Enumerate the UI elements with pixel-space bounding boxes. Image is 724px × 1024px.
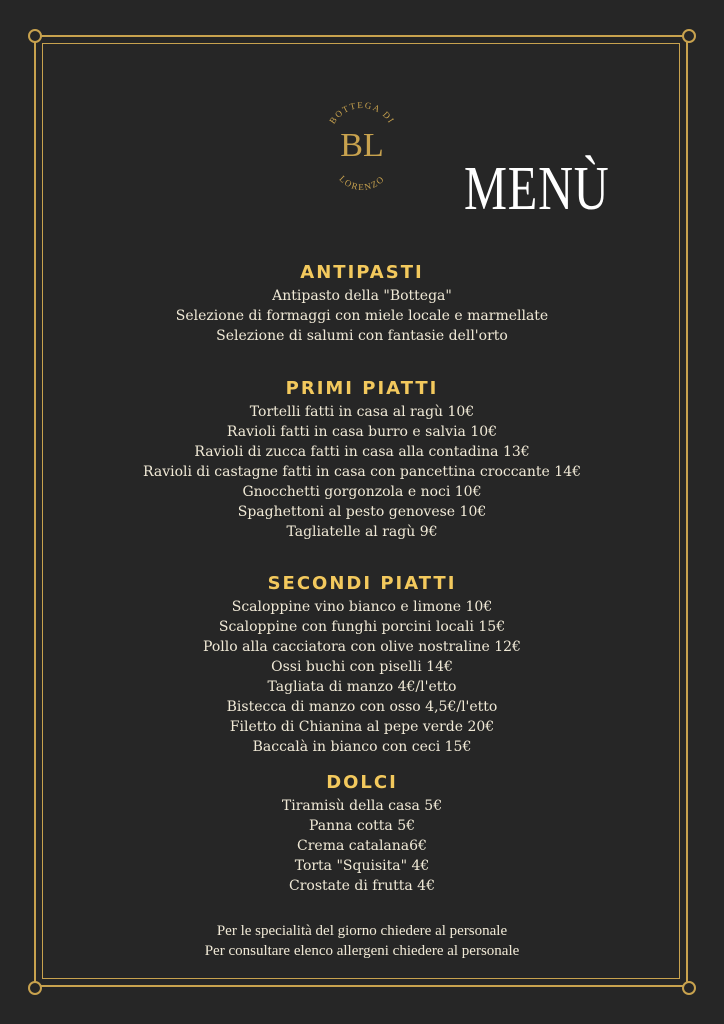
corner-ornament-top-right bbox=[682, 29, 696, 43]
menu-item: Tagliata di manzo 4€/l'etto bbox=[267, 679, 457, 695]
corner-ornament-bottom-right bbox=[682, 981, 696, 995]
menu-item: Ravioli fatti in casa burro e salvia 10€ bbox=[226, 424, 498, 440]
menu-item: Tiramisù della casa 5€ bbox=[281, 798, 443, 814]
bottega-logo bbox=[322, 96, 402, 196]
menu-item: Baccalà in bianco con ceci 15€ bbox=[252, 739, 472, 755]
menu-item: Crostate di frutta 4€ bbox=[289, 878, 435, 894]
menu-items-list bbox=[0, 402, 724, 542]
corner-ornament-top-left bbox=[28, 29, 42, 43]
section-title: SECONDI PIATTI bbox=[267, 573, 457, 594]
menu-item: Panna cotta 5€ bbox=[308, 818, 416, 834]
menu-item: Filetto di Chianina al pepe verde 20€ bbox=[229, 719, 495, 735]
logo-monogram: BL bbox=[340, 127, 384, 164]
footer-notes bbox=[0, 921, 724, 961]
logo-bottom-text: LORENZO bbox=[337, 173, 387, 193]
menu-items-list bbox=[0, 796, 724, 896]
section-primi-piatti bbox=[0, 376, 724, 542]
menu-item: Tortelli fatti in casa al ragù 10€ bbox=[249, 404, 475, 420]
menu-item: Ossi buchi con piselli 14€ bbox=[271, 659, 453, 675]
menu-item: Ravioli di zucca fatti in casa alla contadina 13€ bbox=[194, 444, 530, 460]
menu-item: Tagliatelle al ragù 9€ bbox=[286, 524, 438, 540]
menu-item: Ravioli di castagne fatti in casa con pancettina croccante 14€ bbox=[142, 464, 582, 480]
logo-top-text: BOTTEGA DI bbox=[327, 99, 397, 126]
menu-item: Antipasto della "Bottega" bbox=[272, 288, 452, 304]
menu-items-list bbox=[0, 286, 724, 346]
section-antipasti bbox=[0, 260, 724, 346]
menu-title: MENÙ bbox=[464, 155, 610, 223]
menu-item: Gnocchetti gorgonzola e noci 10€ bbox=[242, 484, 482, 500]
corner-ornament-bottom-left bbox=[28, 981, 42, 995]
footer-note-specials: Per le specialità del giorno chiedere al personale bbox=[216, 923, 508, 939]
section-title: DOLCI bbox=[326, 772, 398, 793]
footer-note-allergens: Per consultare elenco allergeni chiedere al personale bbox=[204, 943, 520, 959]
menu-item: Crema catalana6€ bbox=[297, 838, 427, 854]
menu-item: Spaghettoni al pesto genovese 10€ bbox=[237, 504, 487, 520]
section-title: ANTIPASTI bbox=[300, 262, 424, 283]
menu-item: Selezione di salumi con fantasie dell'orto bbox=[216, 328, 508, 344]
menu-item: Pollo alla cacciatora con olive nostraline 12€ bbox=[203, 639, 521, 655]
menu-items-list bbox=[0, 597, 724, 757]
menu-item: Bistecca di manzo con osso 4,5€/l'etto bbox=[226, 699, 498, 715]
section-secondi-piatti bbox=[0, 571, 724, 757]
menu-item: Torta "Squisita" 4€ bbox=[294, 858, 430, 874]
menu-item: Scaloppine vino bianco e limone 10€ bbox=[231, 599, 493, 615]
menu-item: Scaloppine con funghi porcini locali 15€ bbox=[218, 619, 506, 635]
menu-item: Selezione di formaggi con miele locale e marmellate bbox=[175, 308, 549, 324]
section-dolci bbox=[0, 770, 724, 896]
section-title: PRIMI PIATTI bbox=[285, 378, 439, 399]
